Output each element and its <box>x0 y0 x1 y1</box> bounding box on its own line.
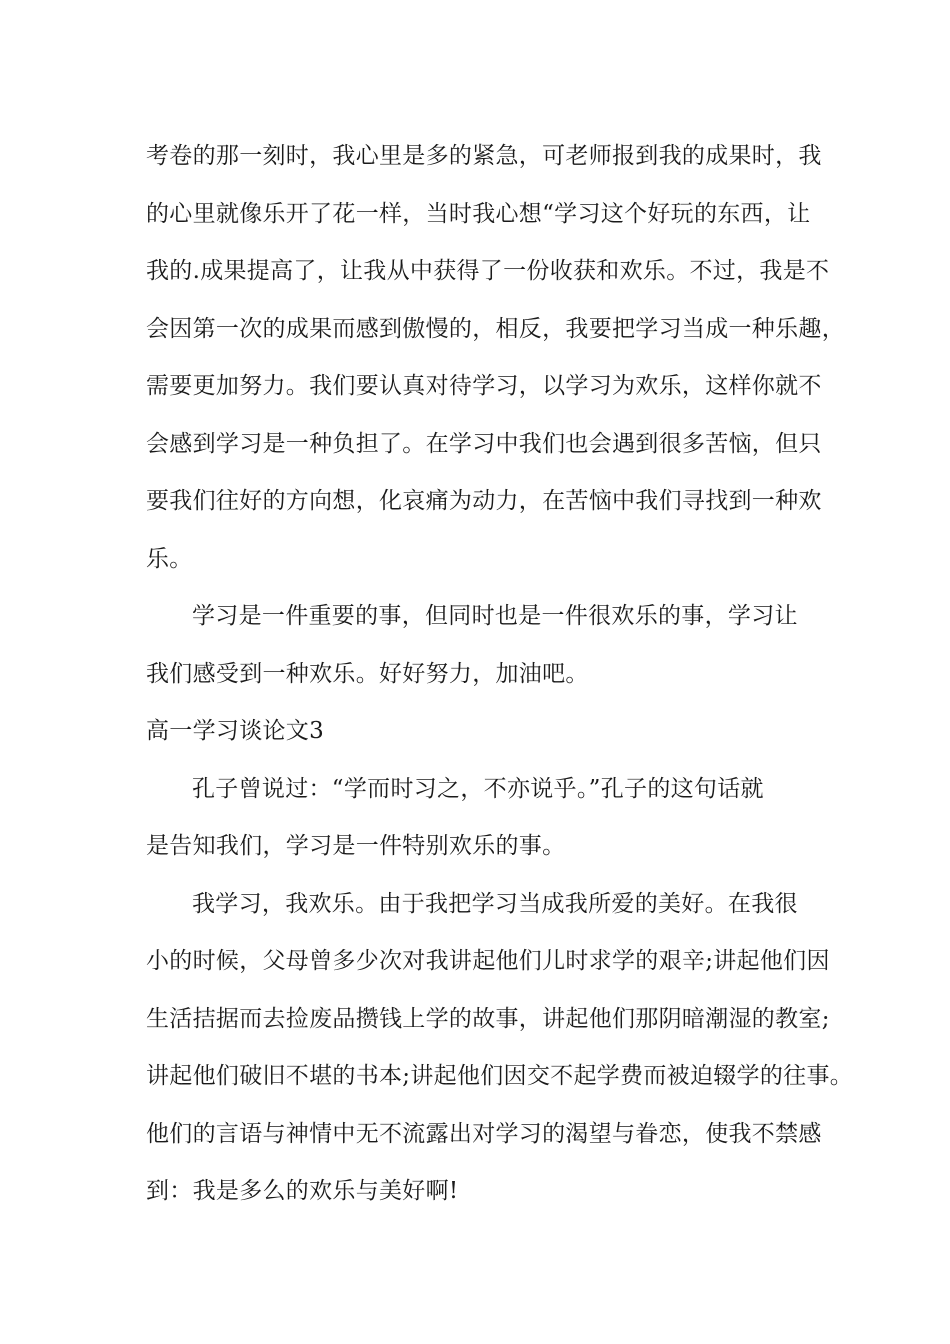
text-line: 会感到学习是一种负担了。在学习中我们也会遇到很多苦恼，但只 <box>146 430 822 457</box>
text-line: 孔子曾说过：“学而时习之，不亦说乎。”孔子的这句话就 <box>192 775 764 802</box>
text-line: 我的.成果提高了，让我从中获得了一份收获和欢乐。不过，我是不 <box>146 258 830 284</box>
paragraph-1 <box>146 128 845 588</box>
text-line: 考卷的那一刻时，我心里是多的紧急，可老师报到我的成果时，我 <box>146 143 822 169</box>
section-heading <box>146 703 836 761</box>
text-line: 学习是一件重要的事，但同时也是一件很欢乐的事，学习让 <box>192 603 798 629</box>
text-line: 乐。 <box>146 545 193 572</box>
text-line: 我们感受到一种欢乐。好好努力，加油吧。 <box>146 660 589 687</box>
text-line: 讲起他们破旧不堪的书本;讲起他们因交不起学费而被迫辍学的往事。 <box>146 1063 854 1089</box>
document-body <box>146 128 854 1221</box>
text-line: 会因第一次的成果而感到傲慢的，相反，我要把学习当成一种乐趣， <box>146 315 845 342</box>
text-line: 需要更加努力。我们要认真对待学习，以学习为欢乐，这样你就不 <box>146 373 822 399</box>
paragraph-2 <box>146 588 836 703</box>
heading-text: 高一学习谈论文3 <box>146 718 325 744</box>
text-line: 的心里就像乐开了花一样，当时我心想“学习这个好玩的东西，让 <box>146 200 811 227</box>
paragraph-3 <box>146 761 836 876</box>
text-line: 要我们往好的方向想，化哀痛为动力，在苦恼中我们寻找到一种欢 <box>146 488 822 514</box>
text-line: 我学习，我欢乐。由于我把学习当成我所爱的美好。在我很 <box>192 890 798 917</box>
text-line: 小的时候，父母曾多少次对我讲起他们儿时求学的艰辛;讲起他们因 <box>146 948 830 974</box>
text-line: 是告知我们，学习是一件特别欢乐的事。 <box>146 833 566 859</box>
text-line: 生活拮据而去捡废品攒钱上学的故事，讲起他们那阴暗潮湿的教室; <box>146 1005 830 1032</box>
text-line: 到：我是多么的欢乐与美好啊! <box>146 1178 459 1204</box>
paragraph-4 <box>146 876 854 1221</box>
text-line: 他们的言语与神情中无不流露出对学习的渴望与眷恋，使我不禁感 <box>146 1120 822 1147</box>
